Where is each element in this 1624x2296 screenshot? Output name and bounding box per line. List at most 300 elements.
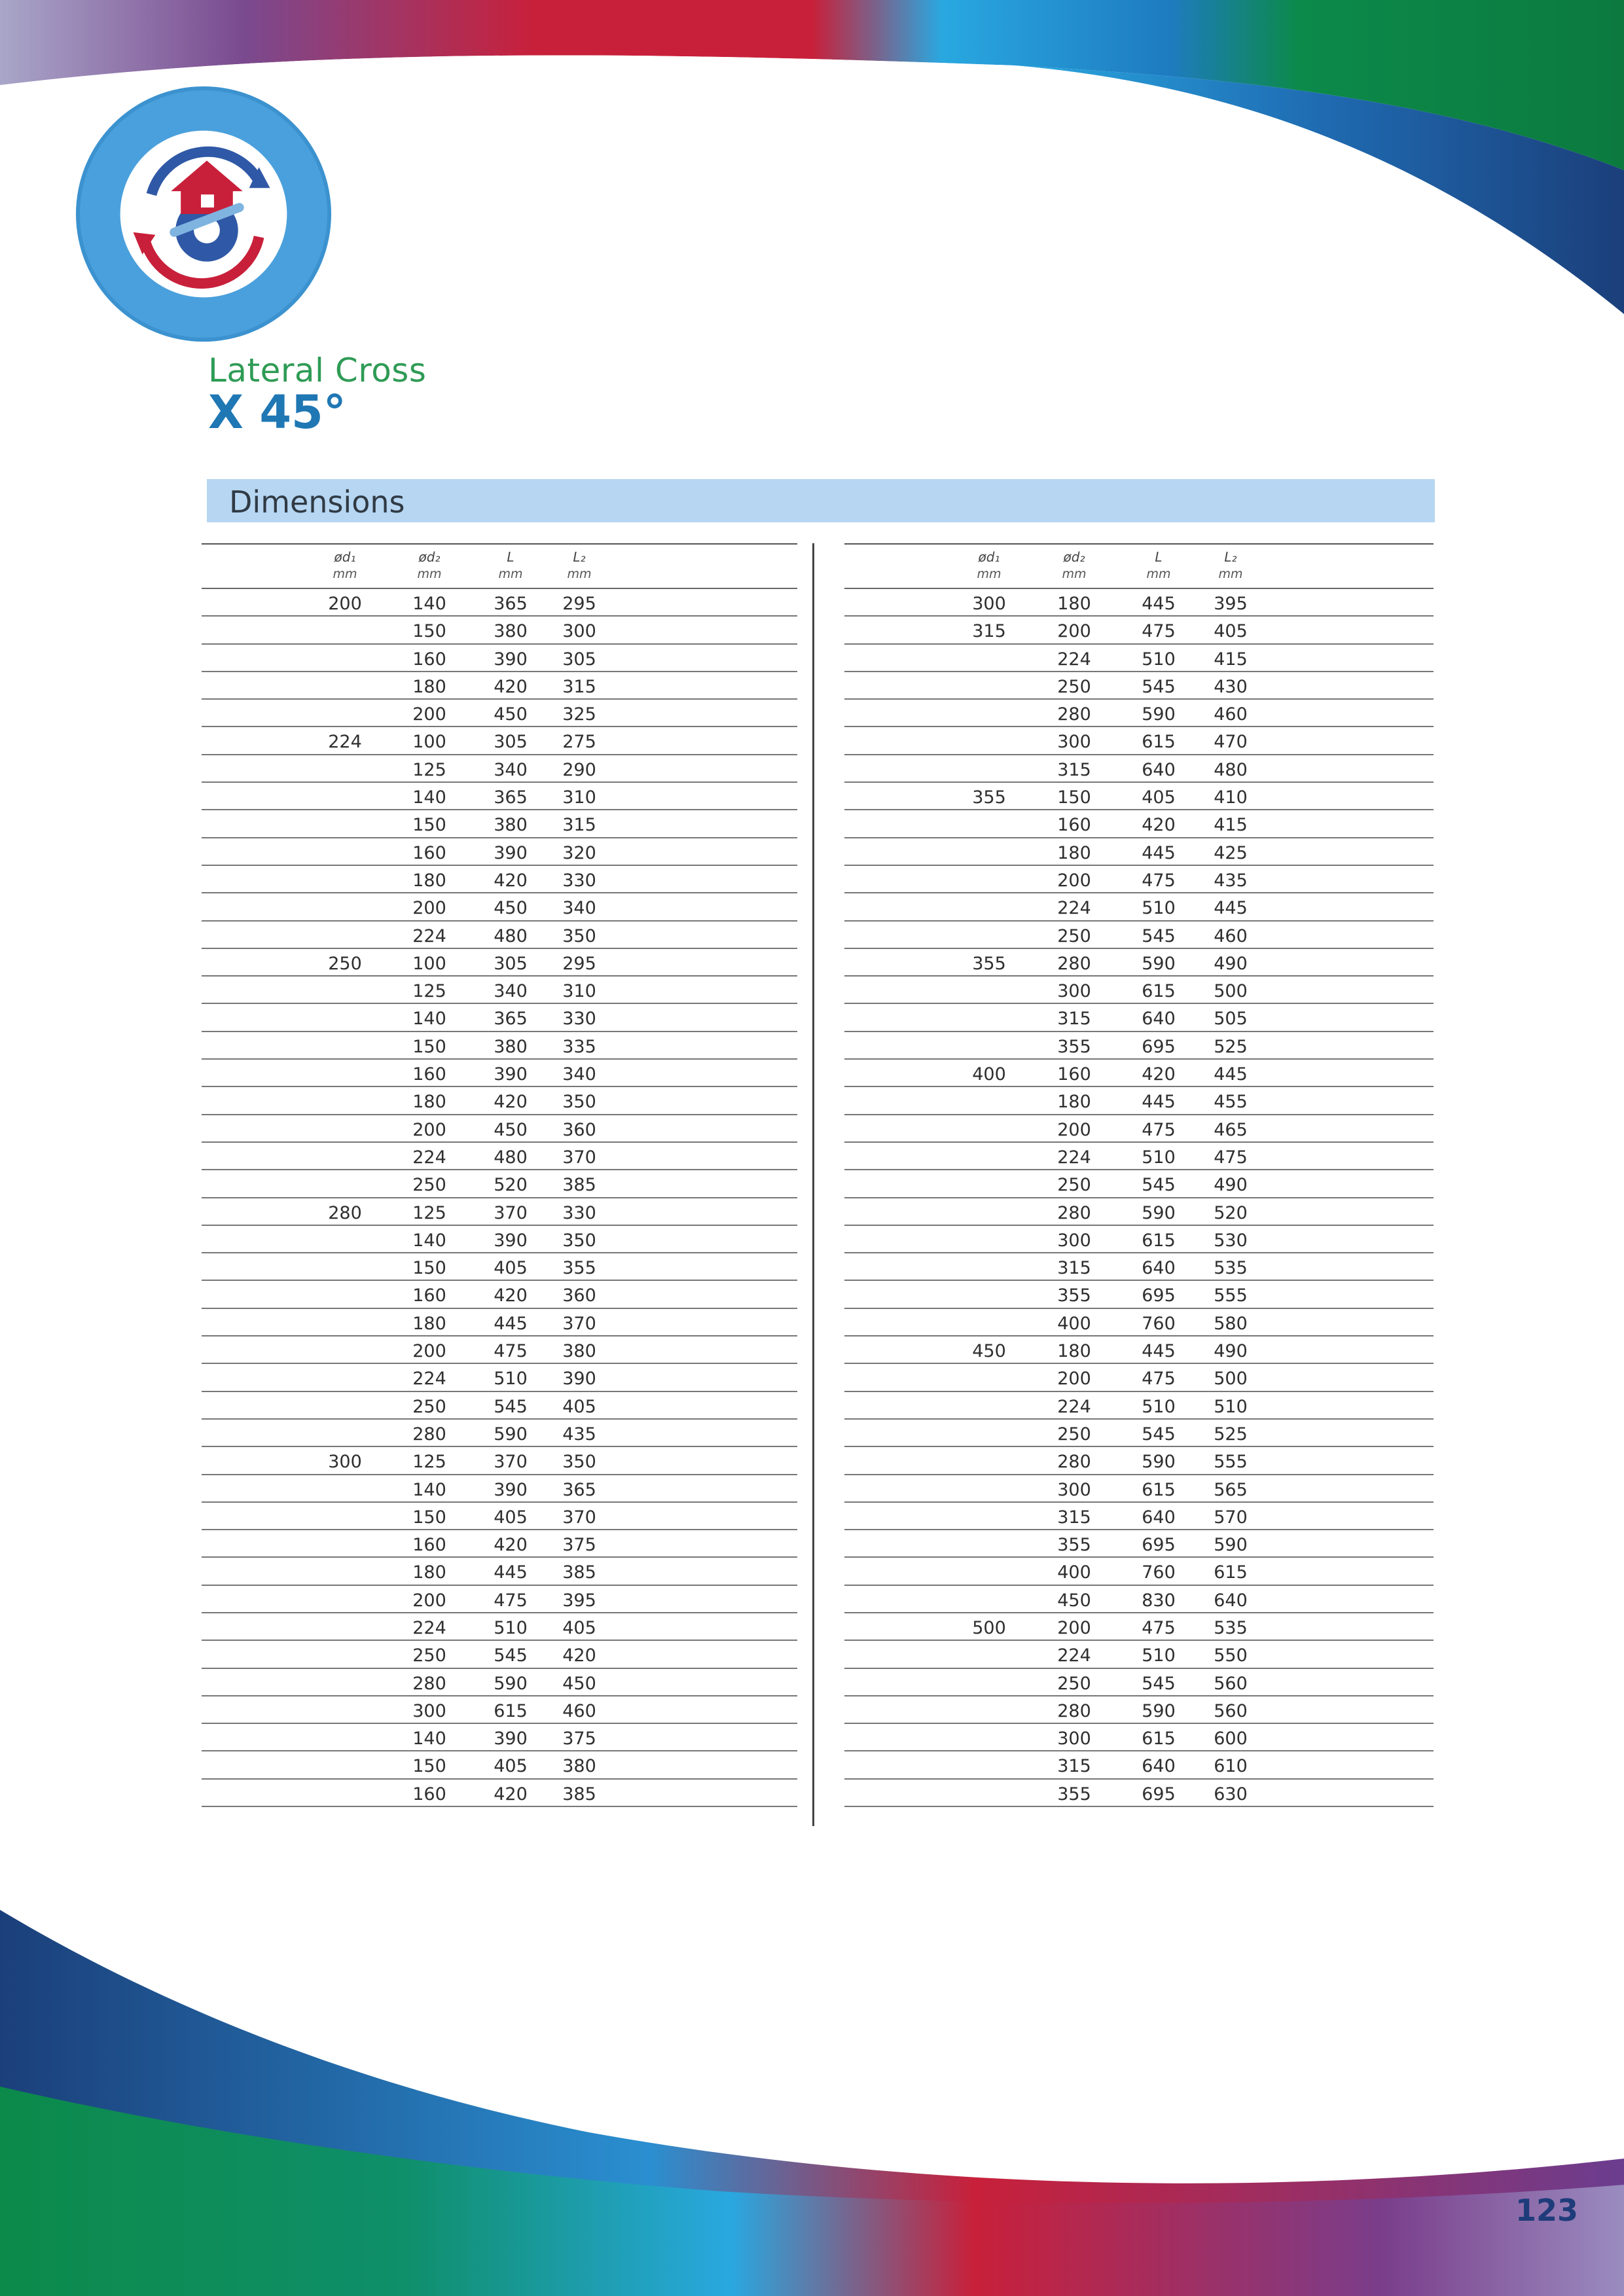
table-cell: 510 bbox=[1142, 1147, 1176, 1168]
table-cell: 490 bbox=[1214, 1341, 1248, 1362]
table-row bbox=[202, 672, 797, 700]
table-row bbox=[202, 1613, 797, 1641]
table-cell: 420 bbox=[494, 870, 528, 891]
table-cell: 315 bbox=[1057, 1258, 1091, 1279]
table-row bbox=[844, 755, 1434, 783]
table-cell: 250 bbox=[412, 1175, 446, 1196]
table-row bbox=[202, 810, 797, 838]
table-cell: 500 bbox=[1214, 1369, 1248, 1390]
table-cell: 535 bbox=[1214, 1258, 1248, 1279]
table-row bbox=[202, 838, 797, 866]
table-cell: 400 bbox=[1057, 1313, 1091, 1334]
table-cell: 150 bbox=[412, 815, 446, 836]
table-cell: 615 bbox=[1142, 1729, 1176, 1749]
table-cell: 125 bbox=[412, 1452, 446, 1473]
table-row bbox=[202, 1198, 797, 1226]
table-cell: 445 bbox=[1142, 594, 1176, 614]
table-cell: 290 bbox=[562, 759, 596, 780]
table-row bbox=[202, 1751, 797, 1779]
table-cell: 340 bbox=[494, 981, 528, 1002]
table-cell: 545 bbox=[1142, 1175, 1176, 1196]
table-cell: 365 bbox=[494, 787, 528, 808]
table-cell: 500 bbox=[972, 1617, 1006, 1638]
table-row bbox=[844, 1751, 1434, 1779]
table-row bbox=[844, 1226, 1434, 1253]
table-cell: 250 bbox=[1057, 676, 1091, 697]
table-row bbox=[202, 1530, 797, 1558]
table-cell: 200 bbox=[412, 1119, 446, 1140]
table-cell: 300 bbox=[1057, 732, 1091, 753]
table-header bbox=[202, 543, 797, 589]
table-cell: 470 bbox=[1214, 732, 1248, 753]
table-cell: 315 bbox=[562, 676, 596, 697]
table-cell: 370 bbox=[494, 1202, 528, 1223]
header-cell: L₂ mm bbox=[1218, 549, 1243, 581]
table-cell: 420 bbox=[494, 1285, 528, 1306]
table-cell: 460 bbox=[1214, 925, 1248, 946]
table-cell: 160 bbox=[412, 1285, 446, 1306]
table-row bbox=[202, 893, 797, 921]
table-cell: 224 bbox=[1057, 1645, 1091, 1666]
table-cell: 250 bbox=[1057, 925, 1091, 946]
table-cell: 395 bbox=[1214, 594, 1248, 614]
table-cell: 250 bbox=[1057, 1673, 1091, 1694]
table-cell: 500 bbox=[1214, 981, 1248, 1002]
table-cell: 340 bbox=[494, 759, 528, 780]
table-cell: 475 bbox=[1214, 1147, 1248, 1168]
table-cell: 125 bbox=[412, 981, 446, 1002]
table-row bbox=[202, 1475, 797, 1503]
table-cell: 140 bbox=[412, 787, 446, 808]
table-cell: 180 bbox=[412, 1313, 446, 1334]
table-cell: 380 bbox=[494, 621, 528, 642]
table-cell: 200 bbox=[412, 704, 446, 725]
table-cell: 695 bbox=[1142, 1285, 1176, 1306]
table-body bbox=[202, 589, 797, 1807]
table-cell: 224 bbox=[1057, 1396, 1091, 1417]
table-row bbox=[844, 1696, 1434, 1724]
table-cell: 360 bbox=[562, 1119, 596, 1140]
table-row bbox=[202, 1447, 797, 1475]
table-cell: 325 bbox=[562, 704, 596, 725]
table-row bbox=[844, 1115, 1434, 1143]
table-row bbox=[202, 1336, 797, 1364]
table-cell: 580 bbox=[1214, 1313, 1248, 1334]
table-cell: 385 bbox=[562, 1562, 596, 1583]
table-cell: 510 bbox=[1142, 649, 1176, 670]
table-cell: 420 bbox=[1142, 815, 1176, 836]
table-cell: 295 bbox=[562, 594, 596, 614]
table-row bbox=[844, 1503, 1434, 1530]
table-row bbox=[844, 1309, 1434, 1336]
table-row bbox=[844, 783, 1434, 810]
table-row bbox=[202, 1170, 797, 1198]
table-cell: 330 bbox=[562, 1202, 596, 1223]
table-row bbox=[844, 1336, 1434, 1364]
table-cell: 455 bbox=[1214, 1092, 1248, 1113]
table-cell: 475 bbox=[1142, 1617, 1176, 1638]
table-cell: 224 bbox=[412, 1369, 446, 1390]
table-cell: 365 bbox=[562, 1479, 596, 1500]
header-cell: ød₂ mm bbox=[1062, 549, 1087, 581]
table-cell: 180 bbox=[1057, 594, 1091, 614]
table-cell: 480 bbox=[494, 925, 528, 946]
table-cell: 355 bbox=[562, 1258, 596, 1279]
table-cell: 280 bbox=[1057, 704, 1091, 725]
table-row bbox=[202, 922, 797, 949]
table-cell: 510 bbox=[494, 1369, 528, 1390]
table-cell: 520 bbox=[494, 1175, 528, 1196]
table-cell: 590 bbox=[1142, 704, 1176, 725]
page-number: 123 bbox=[1515, 2193, 1578, 2228]
table-cell: 460 bbox=[562, 1700, 596, 1721]
table-cell: 280 bbox=[1057, 1700, 1091, 1721]
table-cell: 350 bbox=[562, 925, 596, 946]
table-cell: 180 bbox=[1057, 1341, 1091, 1362]
table-cell: 355 bbox=[1057, 1784, 1091, 1804]
table-cell: 420 bbox=[494, 1535, 528, 1556]
table-row bbox=[202, 866, 797, 893]
table-cell: 545 bbox=[1142, 676, 1176, 697]
table-row bbox=[202, 1364, 797, 1391]
table-cell: 150 bbox=[412, 1036, 446, 1057]
table-row bbox=[202, 1724, 797, 1751]
table-cell: 475 bbox=[1142, 1119, 1176, 1140]
table-row bbox=[844, 1669, 1434, 1696]
table-row bbox=[202, 1780, 797, 1807]
table-row bbox=[202, 589, 797, 617]
table-row bbox=[844, 977, 1434, 1004]
header-cell: L mm bbox=[1146, 549, 1171, 581]
table-cell: 445 bbox=[1214, 1064, 1248, 1085]
table-cell: 375 bbox=[562, 1535, 596, 1556]
table-cell: 390 bbox=[494, 1230, 528, 1251]
table-cell: 695 bbox=[1142, 1784, 1176, 1804]
table-cell: 300 bbox=[412, 1700, 446, 1721]
table-cell: 150 bbox=[1057, 787, 1091, 808]
table-cell: 224 bbox=[412, 1147, 446, 1168]
table-cell: 355 bbox=[1057, 1036, 1091, 1057]
table-cell: 224 bbox=[412, 1617, 446, 1638]
table-cell: 224 bbox=[1057, 898, 1091, 919]
table-cell: 305 bbox=[562, 649, 596, 670]
table-row bbox=[844, 1420, 1434, 1447]
table-cell: 370 bbox=[562, 1507, 596, 1528]
table-cell: 330 bbox=[562, 1009, 596, 1030]
table-row bbox=[844, 727, 1434, 755]
table-cell: 180 bbox=[1057, 842, 1091, 863]
table-row bbox=[844, 1004, 1434, 1031]
table-cell: 550 bbox=[1214, 1645, 1248, 1666]
table-cell: 480 bbox=[494, 1147, 528, 1168]
table-row bbox=[202, 617, 797, 644]
table-row bbox=[844, 672, 1434, 700]
table-cell: 590 bbox=[1142, 1452, 1176, 1473]
table-cell: 555 bbox=[1214, 1285, 1248, 1306]
table-cell: 300 bbox=[1057, 1230, 1091, 1251]
table-row bbox=[202, 1669, 797, 1696]
table-cell: 160 bbox=[412, 1784, 446, 1804]
table-cell: 340 bbox=[562, 1064, 596, 1085]
table-cell: 545 bbox=[1142, 1424, 1176, 1444]
table-cell: 535 bbox=[1214, 1617, 1248, 1638]
table-cell: 420 bbox=[494, 1092, 528, 1113]
table-row bbox=[844, 1724, 1434, 1751]
table-cell: 445 bbox=[1142, 842, 1176, 863]
table-cell: 310 bbox=[562, 787, 596, 808]
table-cell: 505 bbox=[1214, 1009, 1248, 1030]
table-row bbox=[202, 1226, 797, 1253]
table-cell: 695 bbox=[1142, 1535, 1176, 1556]
table-cell: 315 bbox=[1057, 1756, 1091, 1777]
table-row bbox=[202, 1281, 797, 1308]
table-cell: 525 bbox=[1214, 1036, 1248, 1057]
table-cell: 545 bbox=[1142, 1673, 1176, 1694]
table-row bbox=[844, 1641, 1434, 1668]
table-cell: 380 bbox=[562, 1341, 596, 1362]
table-row bbox=[844, 922, 1434, 949]
table-row bbox=[844, 810, 1434, 838]
table-cell: 310 bbox=[562, 981, 596, 1002]
header-cell: L mm bbox=[498, 549, 523, 581]
table-cell: 200 bbox=[328, 594, 362, 614]
table-cell: 330 bbox=[562, 870, 596, 891]
table-cell: 475 bbox=[1142, 1369, 1176, 1390]
table-cell: 224 bbox=[1057, 649, 1091, 670]
table-cell: 275 bbox=[562, 732, 596, 753]
table-row bbox=[844, 1087, 1434, 1115]
table-row bbox=[202, 1060, 797, 1087]
table-cell: 200 bbox=[1057, 1119, 1091, 1140]
table-cell: 125 bbox=[412, 759, 446, 780]
table-row bbox=[844, 1447, 1434, 1475]
table-cell: 450 bbox=[972, 1341, 1006, 1362]
table-cell: 250 bbox=[1057, 1424, 1091, 1444]
table-row bbox=[202, 700, 797, 727]
table-cell: 640 bbox=[1142, 1009, 1176, 1030]
table-row bbox=[844, 1170, 1434, 1198]
table-cell: 400 bbox=[1057, 1562, 1091, 1583]
table-cell: 305 bbox=[494, 953, 528, 974]
table-cell: 280 bbox=[1057, 953, 1091, 974]
table-cell: 350 bbox=[562, 1452, 596, 1473]
table-cell: 450 bbox=[1057, 1590, 1091, 1611]
table-cell: 315 bbox=[1057, 1009, 1091, 1030]
table-cell: 395 bbox=[562, 1590, 596, 1611]
table-cell: 450 bbox=[494, 1119, 528, 1140]
table-cell: 180 bbox=[1057, 1092, 1091, 1113]
table-cell: 530 bbox=[1214, 1230, 1248, 1251]
table-cell: 450 bbox=[562, 1673, 596, 1694]
table-cell: 475 bbox=[494, 1590, 528, 1611]
table-cell: 250 bbox=[412, 1645, 446, 1666]
table-cell: 200 bbox=[412, 1341, 446, 1362]
table-row bbox=[844, 1530, 1434, 1558]
table-cell: 590 bbox=[1142, 1700, 1176, 1721]
table-cell: 320 bbox=[562, 842, 596, 863]
table-cell: 405 bbox=[562, 1396, 596, 1417]
table-cell: 315 bbox=[1057, 1507, 1091, 1528]
header-cell: ød₂ mm bbox=[417, 549, 442, 581]
table-cell: 445 bbox=[494, 1313, 528, 1334]
table-cell: 760 bbox=[1142, 1562, 1176, 1583]
table-cell: 405 bbox=[1142, 787, 1176, 808]
table-cell: 350 bbox=[562, 1230, 596, 1251]
table-cell: 570 bbox=[1214, 1507, 1248, 1528]
table-cell: 140 bbox=[412, 1009, 446, 1030]
table-cell: 140 bbox=[412, 1729, 446, 1749]
table-cell: 355 bbox=[1057, 1285, 1091, 1306]
table-row bbox=[844, 1060, 1434, 1087]
table-cell: 300 bbox=[1057, 981, 1091, 1002]
table-row bbox=[844, 1198, 1434, 1226]
table-cell: 565 bbox=[1214, 1479, 1248, 1500]
table-cell: 400 bbox=[972, 1064, 1006, 1085]
table-row bbox=[202, 1586, 797, 1613]
table-row bbox=[202, 1004, 797, 1031]
table-row bbox=[202, 977, 797, 1004]
table-cell: 250 bbox=[412, 1396, 446, 1417]
table-row bbox=[202, 1253, 797, 1281]
table-cell: 415 bbox=[1214, 815, 1248, 836]
table-row bbox=[202, 1032, 797, 1060]
title-line-1: Lateral Cross bbox=[208, 351, 427, 389]
table-cell: 510 bbox=[1142, 1645, 1176, 1666]
table-cell: 150 bbox=[412, 621, 446, 642]
table-row bbox=[844, 1253, 1434, 1281]
table-divider bbox=[812, 543, 814, 1826]
table-cell: 385 bbox=[562, 1784, 596, 1804]
company-logo bbox=[73, 84, 334, 344]
table-row bbox=[202, 949, 797, 977]
table-cell: 295 bbox=[562, 953, 596, 974]
table-cell: 355 bbox=[1057, 1535, 1091, 1556]
table-cell: 615 bbox=[494, 1700, 528, 1721]
table-cell: 315 bbox=[562, 815, 596, 836]
table-cell: 385 bbox=[562, 1175, 596, 1196]
table-cell: 445 bbox=[1142, 1092, 1176, 1113]
table-row bbox=[844, 1281, 1434, 1308]
table-cell: 435 bbox=[562, 1424, 596, 1444]
table-cell: 200 bbox=[412, 898, 446, 919]
table-cell: 365 bbox=[494, 1009, 528, 1030]
header-cell: ød₁ mm bbox=[977, 549, 1001, 581]
table-cell: 460 bbox=[1214, 704, 1248, 725]
table-row bbox=[202, 1420, 797, 1447]
table-header bbox=[844, 543, 1434, 589]
header-cell: L₂ mm bbox=[567, 549, 592, 581]
table-cell: 280 bbox=[1057, 1202, 1091, 1223]
table-cell: 560 bbox=[1214, 1700, 1248, 1721]
table-row bbox=[202, 1641, 797, 1668]
table-cell: 390 bbox=[494, 1729, 528, 1749]
table-cell: 140 bbox=[412, 594, 446, 614]
table-cell: 390 bbox=[494, 842, 528, 863]
table-cell: 600 bbox=[1214, 1729, 1248, 1749]
table-row bbox=[844, 1364, 1434, 1391]
table-cell: 405 bbox=[1214, 621, 1248, 642]
table-row bbox=[202, 1143, 797, 1170]
table-cell: 405 bbox=[494, 1507, 528, 1528]
table-cell: 250 bbox=[328, 953, 362, 974]
table-cell: 280 bbox=[412, 1673, 446, 1694]
table-cell: 160 bbox=[1057, 815, 1091, 836]
table-cell: 140 bbox=[412, 1230, 446, 1251]
table-cell: 140 bbox=[412, 1479, 446, 1500]
table-row bbox=[202, 1503, 797, 1530]
table-cell: 640 bbox=[1142, 1507, 1176, 1528]
table-cell: 445 bbox=[494, 1562, 528, 1583]
table-cell: 200 bbox=[412, 1590, 446, 1611]
table-cell: 355 bbox=[972, 787, 1006, 808]
table-row bbox=[844, 617, 1434, 644]
table-cell: 640 bbox=[1142, 1258, 1176, 1279]
table-cell: 315 bbox=[972, 621, 1006, 642]
table-cell: 590 bbox=[494, 1424, 528, 1444]
table-row bbox=[202, 645, 797, 672]
table-row bbox=[844, 1143, 1434, 1170]
table-cell: 305 bbox=[494, 732, 528, 753]
table-cell: 630 bbox=[1214, 1784, 1248, 1804]
table-row bbox=[844, 949, 1434, 977]
table-cell: 830 bbox=[1142, 1590, 1176, 1611]
table-cell: 380 bbox=[494, 1036, 528, 1057]
table-cell: 300 bbox=[972, 594, 1006, 614]
table-cell: 640 bbox=[1214, 1590, 1248, 1611]
table-cell: 370 bbox=[562, 1147, 596, 1168]
table-cell: 180 bbox=[412, 1092, 446, 1113]
table-cell: 355 bbox=[972, 953, 1006, 974]
table-cell: 545 bbox=[494, 1645, 528, 1666]
table-cell: 510 bbox=[1142, 898, 1176, 919]
table-row bbox=[844, 1392, 1434, 1420]
table-cell: 160 bbox=[412, 1064, 446, 1085]
table-cell: 610 bbox=[1214, 1756, 1248, 1777]
table-cell: 510 bbox=[1142, 1396, 1176, 1417]
table-cell: 490 bbox=[1214, 1175, 1248, 1196]
table-row bbox=[202, 727, 797, 755]
table-cell: 200 bbox=[1057, 621, 1091, 642]
table-cell: 224 bbox=[328, 732, 362, 753]
table-row bbox=[844, 1780, 1434, 1807]
bottom-decorative-band bbox=[0, 1910, 1624, 2296]
table-cell: 420 bbox=[562, 1645, 596, 1666]
table-cell: 380 bbox=[494, 815, 528, 836]
table-cell: 370 bbox=[494, 1452, 528, 1473]
table-cell: 405 bbox=[494, 1258, 528, 1279]
table-row bbox=[202, 755, 797, 783]
table-cell: 590 bbox=[1142, 1202, 1176, 1223]
table-row bbox=[844, 866, 1434, 893]
table-row bbox=[202, 1115, 797, 1143]
table-cell: 695 bbox=[1142, 1036, 1176, 1057]
table-row bbox=[202, 783, 797, 810]
product-title bbox=[208, 351, 426, 439]
dimensions-header-bar bbox=[207, 479, 1435, 522]
table-cell: 615 bbox=[1142, 1479, 1176, 1500]
table-cell: 180 bbox=[412, 870, 446, 891]
table-row bbox=[844, 1586, 1434, 1613]
table-cell: 365 bbox=[494, 594, 528, 614]
table-cell: 390 bbox=[494, 649, 528, 670]
table-cell: 475 bbox=[1142, 870, 1176, 891]
header-cell: ød₁ mm bbox=[333, 549, 357, 581]
table-cell: 370 bbox=[562, 1313, 596, 1334]
table-cell: 160 bbox=[412, 649, 446, 670]
table-cell: 280 bbox=[412, 1424, 446, 1444]
table-cell: 510 bbox=[1214, 1396, 1248, 1417]
dimensions-label: Dimensions bbox=[229, 484, 405, 520]
